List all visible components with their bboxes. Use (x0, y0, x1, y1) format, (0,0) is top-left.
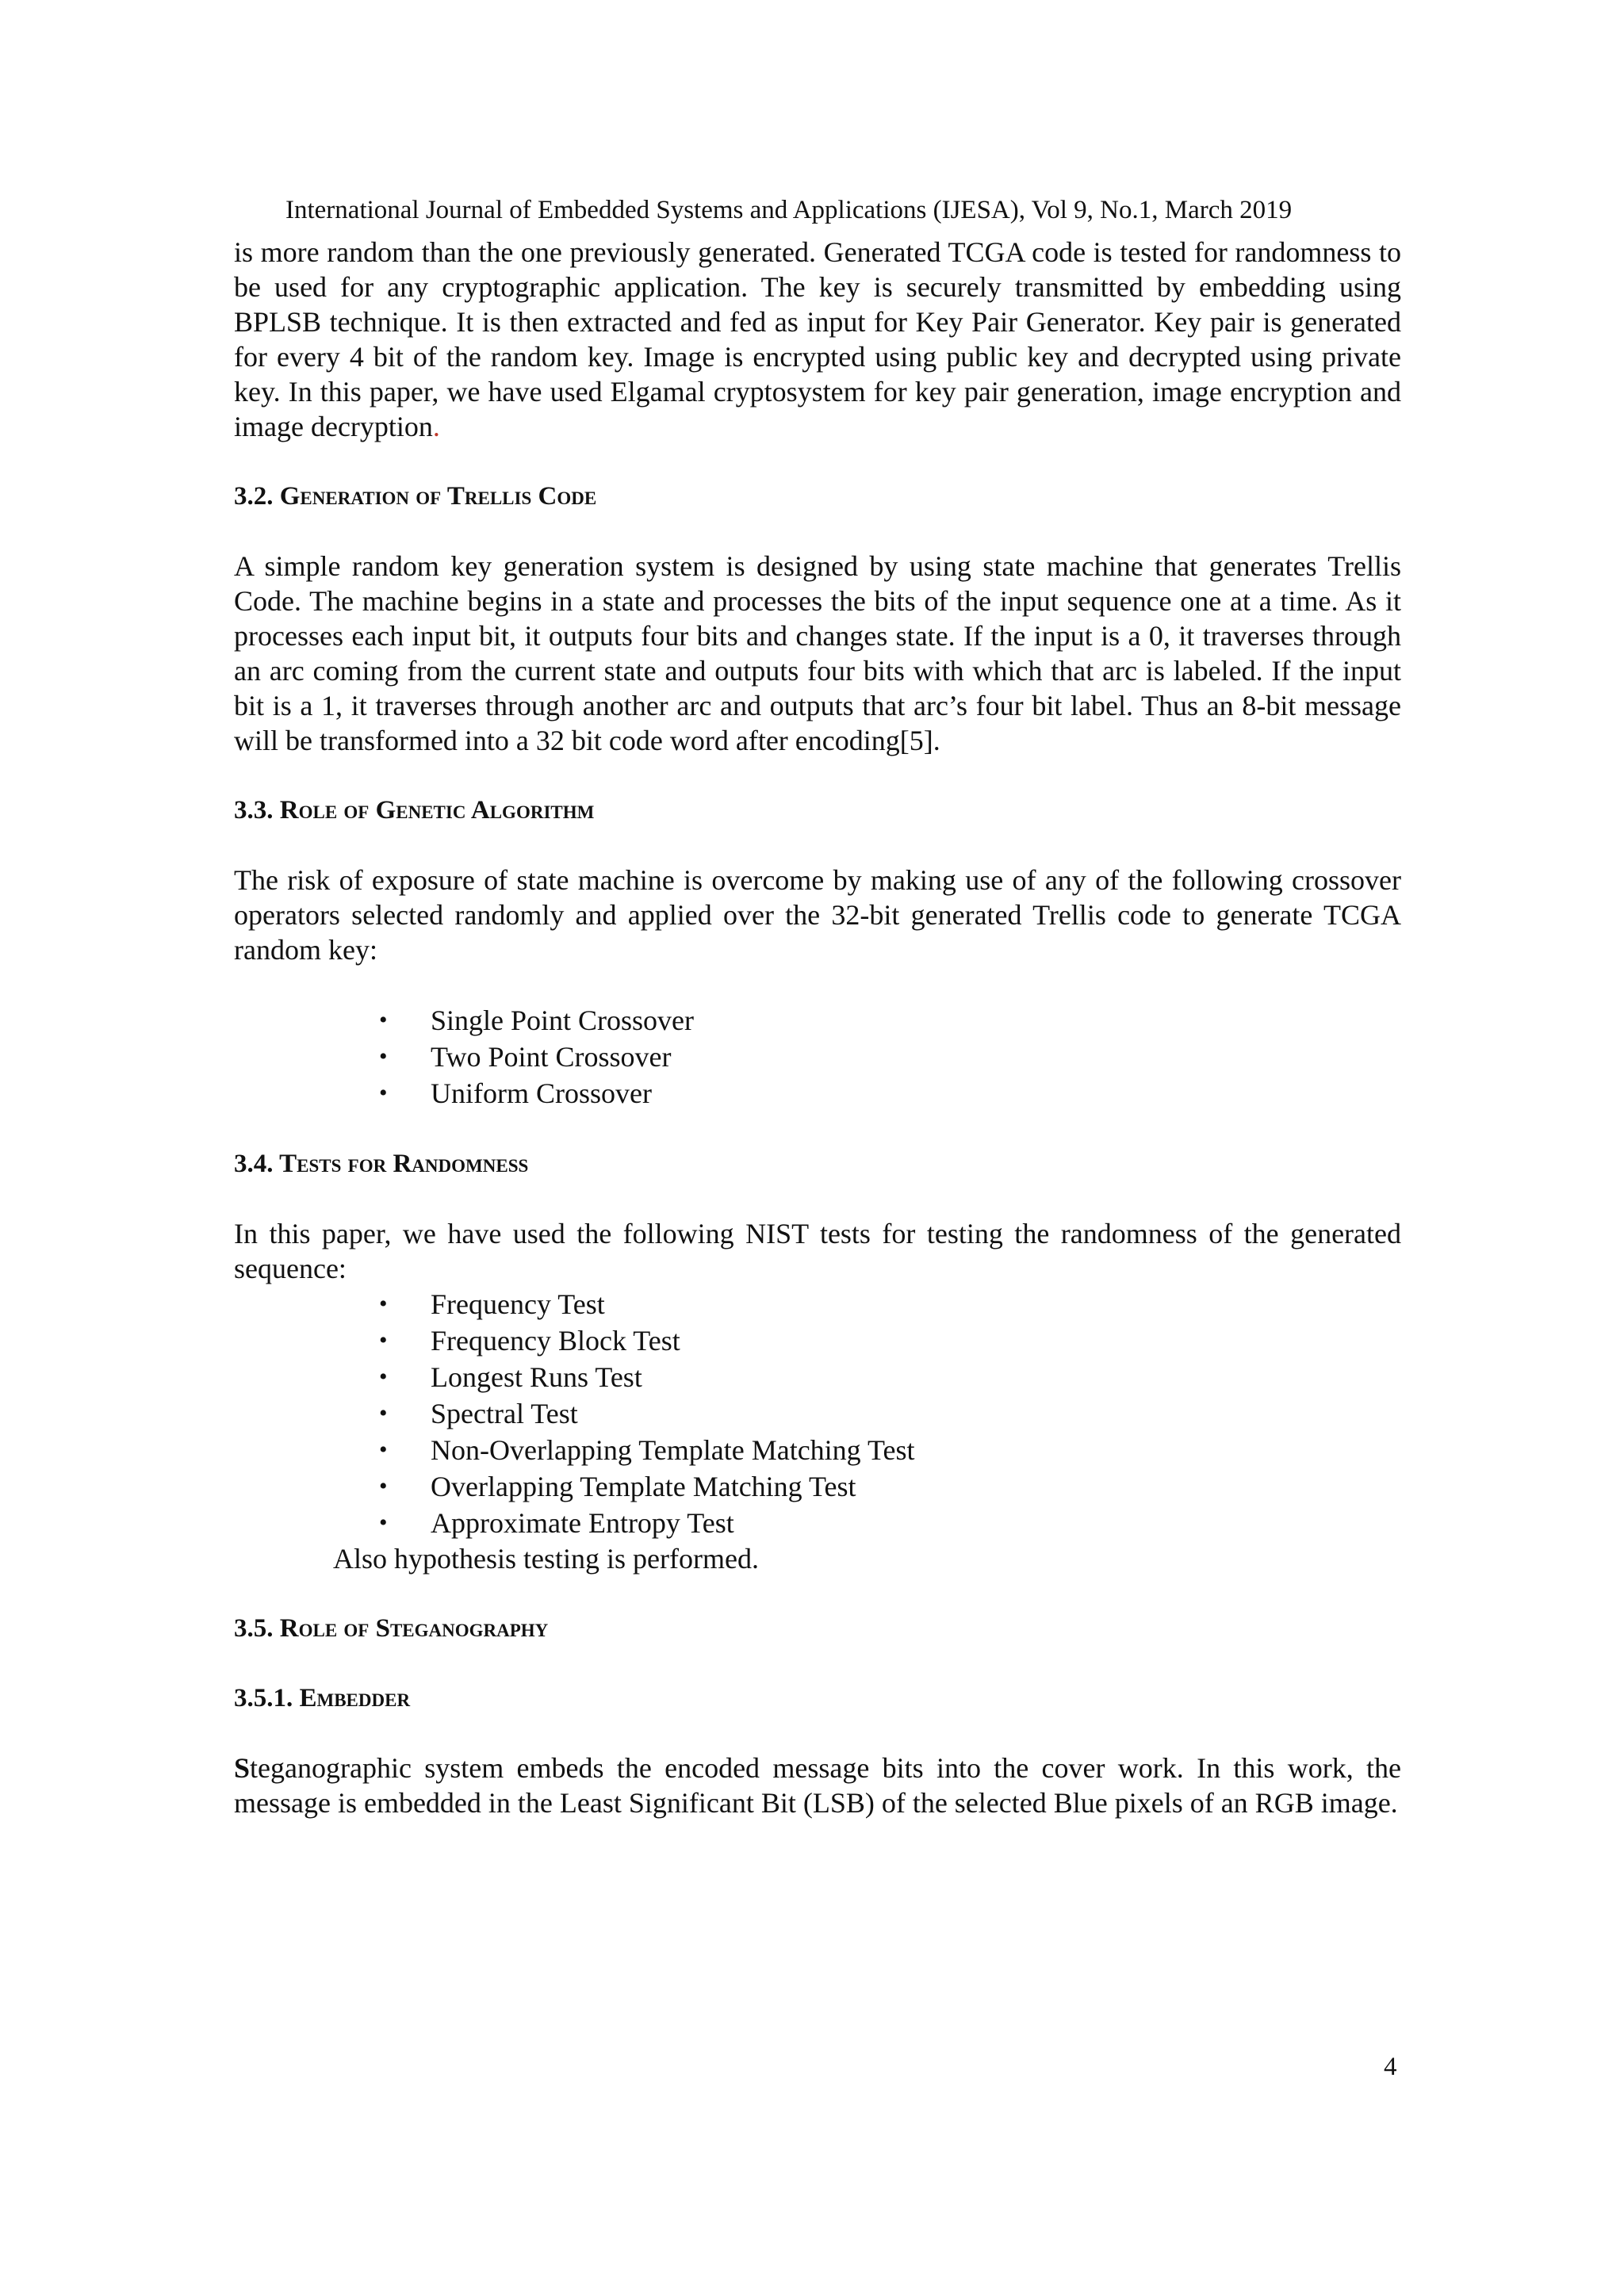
bullet-icon: • (379, 1400, 388, 1426)
intro-paragraph (234, 235, 1401, 444)
bullet-icon: • (379, 1437, 388, 1463)
section-3-4-heading: 3.4. Tests for Randomness (234, 1150, 529, 1178)
bullet-icon: • (379, 1007, 388, 1033)
list-item: • Single Point Crossover (234, 1002, 1401, 1039)
running-header: International Journal of Embedded Systems and Applications (IJESA), Vol 9, No.1, March 2019 (285, 196, 1293, 224)
section-3-5-heading: 3.5. Role of Steganography (234, 1614, 549, 1643)
list-item: • Spectral Test (234, 1395, 1401, 1432)
section-3-5-1-body (234, 1751, 1401, 1820)
list-item: • Two Point Crossover (234, 1039, 1401, 1075)
section-3-3-body: The risk of exposure of state machine is overcome by making use of any of the following crossover operators selected randomly and applied over the 32-bit generated Trellis code to generate TCGA random key: (234, 864, 1401, 966)
list-item: • Longest Runs Test (234, 1359, 1401, 1395)
list-item: • Overlapping Template Matching Test (234, 1468, 1401, 1505)
section-3-2-heading: 3.2. Generation of Trellis Code (234, 482, 597, 511)
bullet-icon: • (379, 1364, 388, 1390)
bullet-icon: • (379, 1043, 388, 1070)
section-3-5-1-initial: S (234, 1752, 251, 1784)
list-item: • Non-Overlapping Template Matching Test (234, 1432, 1401, 1468)
section-3-5-1-heading: 3.5.1. Embedder (234, 1684, 411, 1712)
section-3-4-closing: Also hypothesis testing is performed. (333, 1543, 759, 1575)
intro-paragraph-end-mark: . (432, 411, 440, 442)
list-item: • Frequency Block Test (234, 1322, 1401, 1359)
list-item: • Uniform Crossover (234, 1075, 1401, 1112)
section-3-5-1-text: teganographic system embeds the encoded message bits into the cover work. In this work, the message is embedded in the Least Significant Bit (LSB) of the selected Blue pixels of an RGB image. (234, 1752, 1401, 1819)
intro-paragraph-text: is more random than the one previously generated. Generated TCGA code is tested for randomness to be used for any cryptographic application. The key is securely transmitted by embedding using BPLSB technique. It is then extracted and fed as input for Key Pair Generator. Key pair is generated for every 4 bit of the random key. Image is encrypted using public key and decrypted using private key. In this paper, we have used Elgamal cryptosystem for key pair generation, image encryption and image decryption (234, 236, 1401, 442)
section-3-3-heading: 3.3. Role of Genetic Algorithm (234, 796, 595, 825)
bullet-icon: • (379, 1080, 388, 1106)
page-number: 4 (1384, 2053, 1397, 2081)
bullet-icon: • (379, 1510, 388, 1536)
section-3-2-body: A simple random key generation system is designed by using state machine that generates Trellis Code. The machine begins in a state and processes the bits of the input sequence one at a time. As it processes each input bit, it outputs four bits and changes state. If the input is a 0, it traverses through an arc coming from the current state and outputs four bits with which that arc is labeled. If the input bit is a 1, it traverses through another arc and outputs that arc’s four bit label. Thus an 8-bit message will be transformed into a 32 bit code word after encoding[5]. (234, 550, 1401, 756)
bullet-icon: • (379, 1327, 388, 1353)
crossover-operator-list (234, 1002, 1401, 1112)
page-content (234, 235, 1401, 1820)
bullet-icon: • (379, 1473, 388, 1499)
nist-test-list (234, 1286, 1401, 1541)
bullet-icon: • (379, 1291, 388, 1317)
section-3-4-body: In this paper, we have used the following NIST tests for testing the randomness of the generated sequence: (234, 1218, 1401, 1284)
list-item: • Frequency Test (234, 1286, 1401, 1322)
list-item: • Approximate Entropy Test (234, 1505, 1401, 1541)
